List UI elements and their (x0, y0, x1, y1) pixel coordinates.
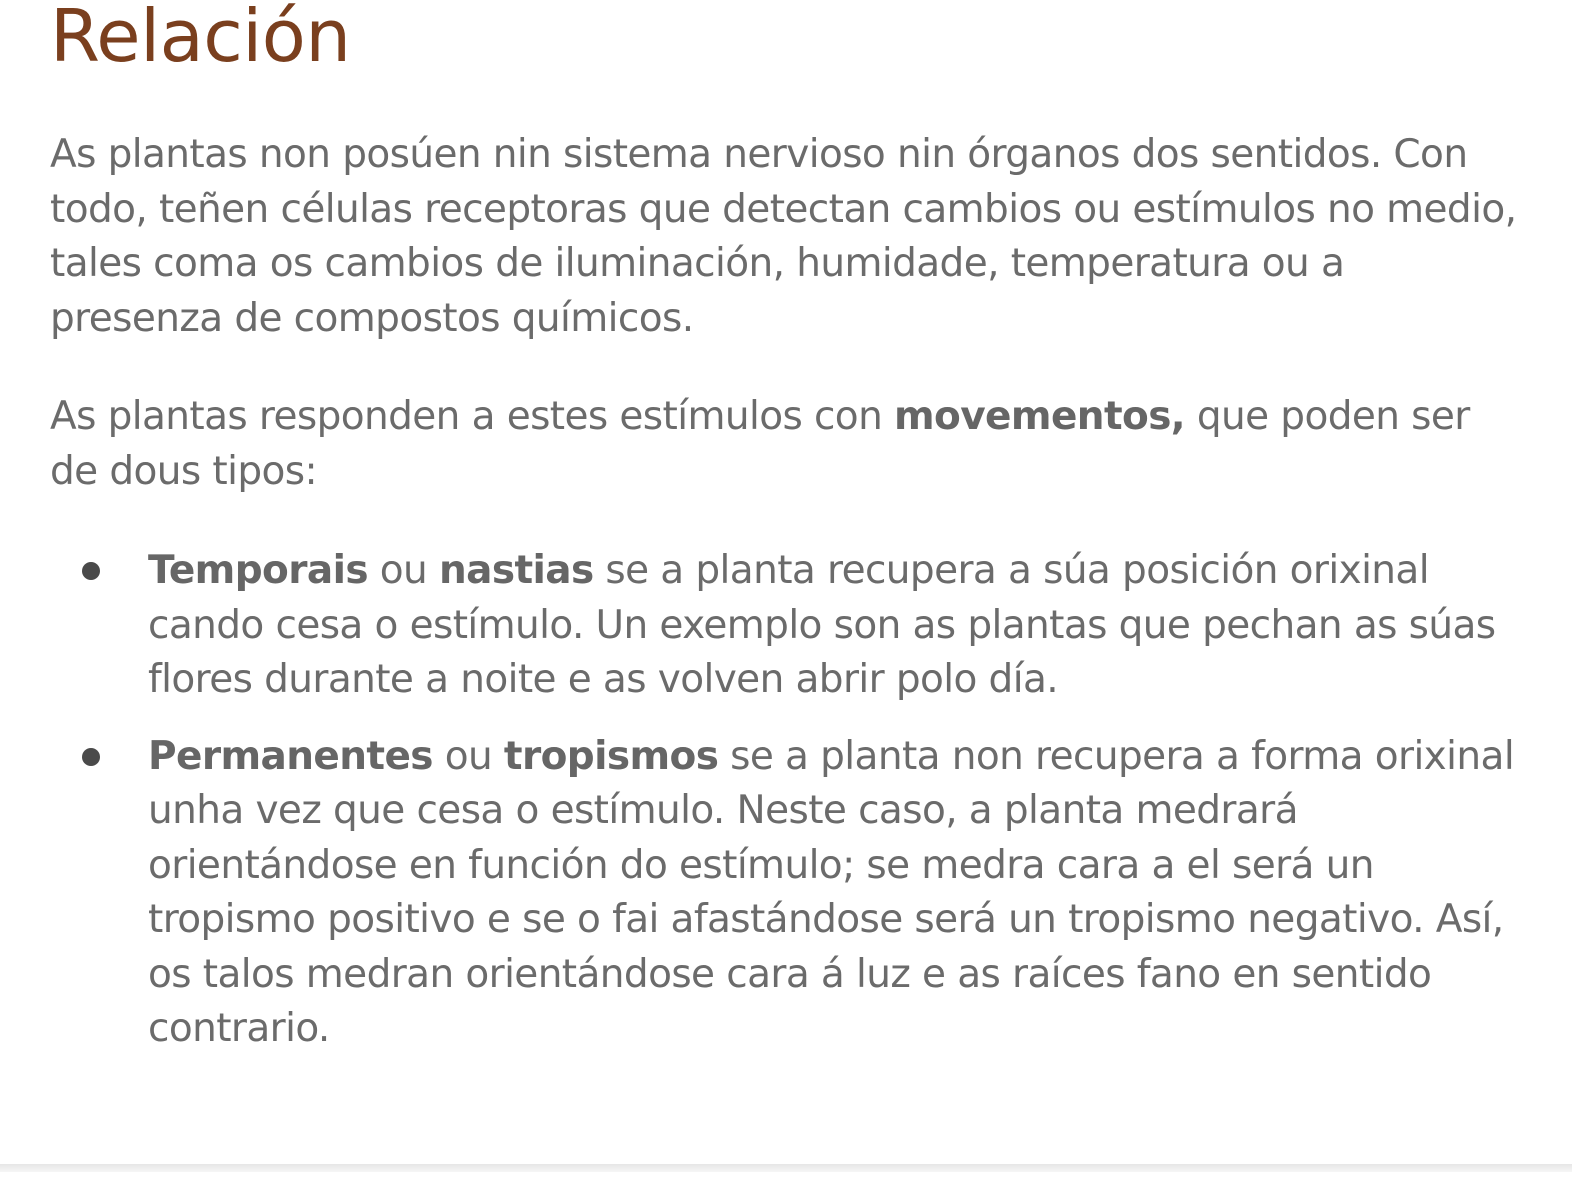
list-item-tropismos (50, 730, 1520, 1057)
list-item-text: se a planta recupera a súa posición orixinal cando cesa o estímulo. Un exemplo son as plantas que pechan as súas flores durante a noite e as volven abrir polo día. (148, 548, 1496, 702)
movements-term: movementos, (894, 394, 1186, 439)
movements-paragraph-before: As plantas responden a estes estímulos con (50, 394, 894, 439)
bottom-divider (0, 1164, 1572, 1172)
list-item-term: Temporais (148, 548, 368, 593)
movements-paragraph (50, 390, 1520, 499)
list-item-text: se a planta non recupera a forma orixinal unha vez que cesa o estímulo. Neste caso, a planta medrará orientándose en función do estímulo; se medra cara a el será un tropismo positivo e se o fai afastándose será un tropismo negativo. Así, os talos medran orientándose cara á luz e as raíces fano en sentido contrario. (148, 733, 1515, 1051)
bullet-icon (82, 748, 100, 766)
movements-paragraph-after: que poden ser de dous tipos: (50, 394, 1470, 494)
list-item-term-alt: tropismos (503, 733, 719, 779)
list-item-term: Permanentes (148, 733, 433, 779)
page-title: Relación (50, 0, 351, 78)
list-item-connector: ou (432, 733, 504, 779)
document-page (50, 0, 1520, 1051)
bullet-icon (82, 562, 100, 580)
list-item-term-alt: nastias (438, 548, 594, 593)
list-item-nastias (50, 544, 1520, 708)
movement-types-list (50, 544, 1520, 1057)
intro-paragraph: As plantas non posúen nin sistema nervioso nin órganos dos sentidos. Con todo, teñen células receptoras que detectan cambios ou estímulos no medio, tales coma os cambios de iluminación, humidade, temperatura ou a presenza de compostos químicos. (50, 132, 1517, 341)
list-item-connector: ou (367, 548, 439, 593)
